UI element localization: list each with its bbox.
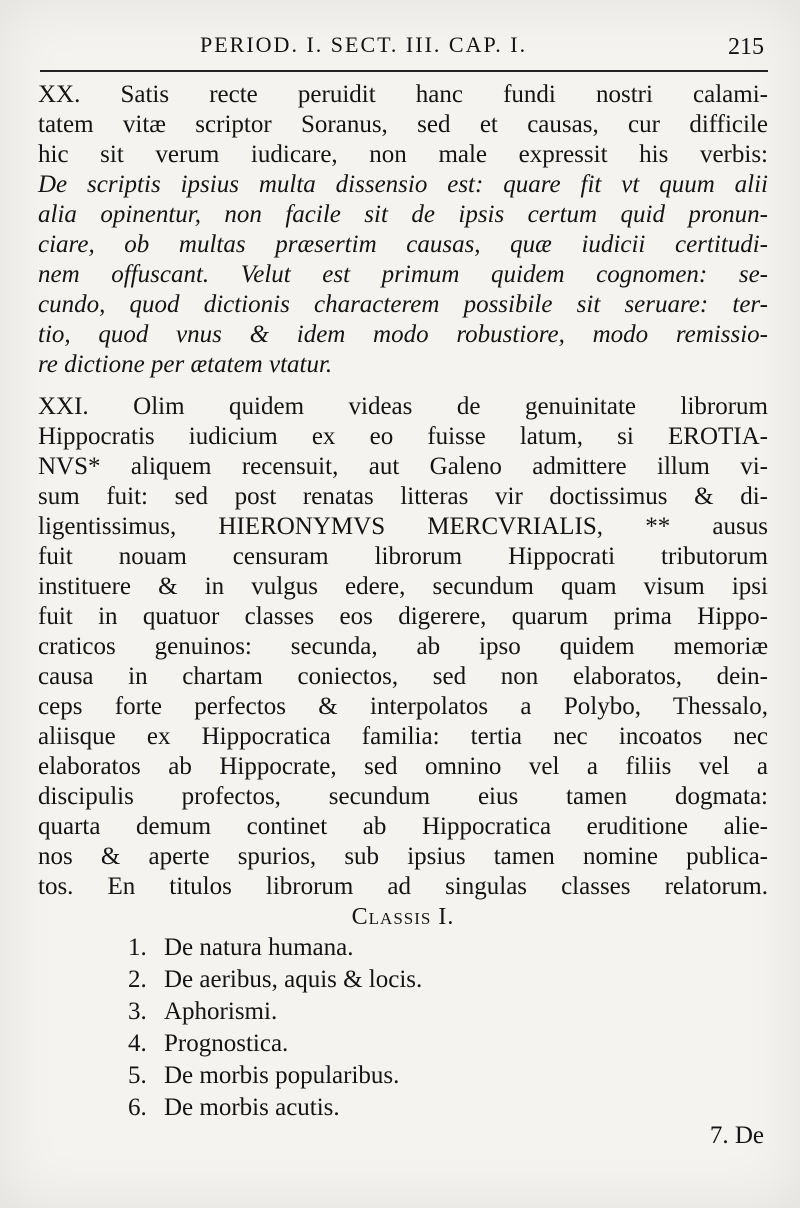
list-item-text: De morbis acutis. — [164, 1094, 340, 1121]
text-line: discipulis profectos, secundum eius tamen dogmata: — [38, 783, 768, 810]
text-line: hic sit verum iudicare, non male expressit his verbis: — [38, 141, 768, 168]
list-item-text: De natura humana. — [164, 934, 354, 961]
text-line: nem offuscant. Velut est primum quidem cognomen: se- — [38, 261, 768, 288]
list-item — [38, 964, 768, 996]
text-line: tatem vitæ scriptor Soranus, sed et causas, cur difficile — [38, 111, 768, 138]
list-item-text: Aphorismi. — [164, 998, 278, 1025]
text-line: XXI. Olim quidem videas de genuinitate librorum — [38, 393, 768, 420]
text-line: sum fuit: sed post renatas litteras vir doctissimus & di- — [38, 483, 768, 510]
text-line: ceps forte perfectos & interpolatos a Polybo, Thessalo, — [38, 693, 768, 720]
list-item — [38, 932, 768, 964]
text-line: quarta demum continet ab Hippocratica eruditione alie- — [38, 813, 768, 840]
paragraph-xx — [38, 80, 768, 380]
list-item-text: Prognostica. — [164, 1030, 289, 1057]
text-line: nos & aperte spurios, sub ipsius tamen nomine publica- — [38, 843, 768, 870]
page-number: 215 — [728, 34, 764, 60]
text-line: elaboratos ab Hippocrate, sed omnino vel a filiis vel a — [38, 753, 768, 780]
text-line: alia opinentur, non facile sit de ipsis certum quid pronun- — [38, 201, 768, 228]
text-line: De scriptis ipsius multa dissensio est: quare fit vt quum alii — [38, 171, 768, 198]
text-line: causa in chartam coniectos, sed non elaboratos, dein- — [38, 663, 768, 690]
list-item — [38, 1060, 768, 1092]
text-line: fuit in quatuor classes eos digerere, quarum prima Hippo- — [38, 603, 768, 630]
text-line: ciare, ob multas præsertim causas, quæ iudicii certitudi- — [38, 231, 768, 258]
list-item — [38, 1028, 768, 1060]
list-item-number: 4. — [128, 1030, 147, 1057]
list-item-number: 3. — [128, 998, 147, 1025]
paragraph-xxi — [38, 392, 768, 902]
text-line: aliisque ex Hippocratica familia: tertia nec incoatos nec — [38, 723, 768, 750]
text-line: craticos genuinos: secunda, ab ipso quidem memoriæ — [38, 633, 768, 660]
text-line: ligentissimus, HIERONYMVS MERCVRIALIS, ** ausus — [38, 513, 768, 540]
text-line: tos. En titulos librorum ad singulas classes relatorum. — [38, 873, 768, 900]
running-head: PERIOD. I. SECT. III. CAP. I. — [200, 32, 528, 57]
list-item-number: 6. — [128, 1094, 147, 1121]
catchword: 7. De — [709, 1122, 764, 1149]
list-item — [38, 1092, 768, 1124]
list-item-text: De aeribus, aquis & locis. — [164, 966, 423, 993]
list-item-text: De morbis popularibus. — [164, 1062, 400, 1089]
text-line: NVS* aliquem recensuit, aut Galeno admittere illum vi- — [38, 453, 768, 480]
text-line: cundo, quod dictionis characterem possibile sit seruare: ter- — [38, 291, 768, 318]
text-line: Hippocratis iudicium ex eo fuisse latum, si EROTIA- — [38, 423, 768, 450]
classis-heading: Classis I. — [351, 904, 455, 930]
text-line: instituere & in vulgus edere, secundum quam visum ipsi — [38, 573, 768, 600]
book-list — [38, 932, 768, 1124]
paragraph-gap — [38, 380, 768, 392]
list-item-number: 2. — [128, 966, 147, 993]
header-rule — [40, 70, 768, 72]
list-item-number: 5. — [128, 1062, 147, 1089]
list-item — [38, 996, 768, 1028]
main-text — [38, 80, 768, 1124]
text-line: tio, quod vnus & idem modo robustiore, modo remissio- — [38, 321, 768, 348]
text-line: XX. Satis recte peruidit hanc fundi nostri calami- — [38, 81, 768, 108]
text-line: fuit nouam censuram librorum Hippocrati tributorum — [38, 543, 768, 570]
list-item-number: 1. — [128, 934, 147, 961]
text-line: re dictione per ætatem vtatur. — [38, 351, 333, 378]
